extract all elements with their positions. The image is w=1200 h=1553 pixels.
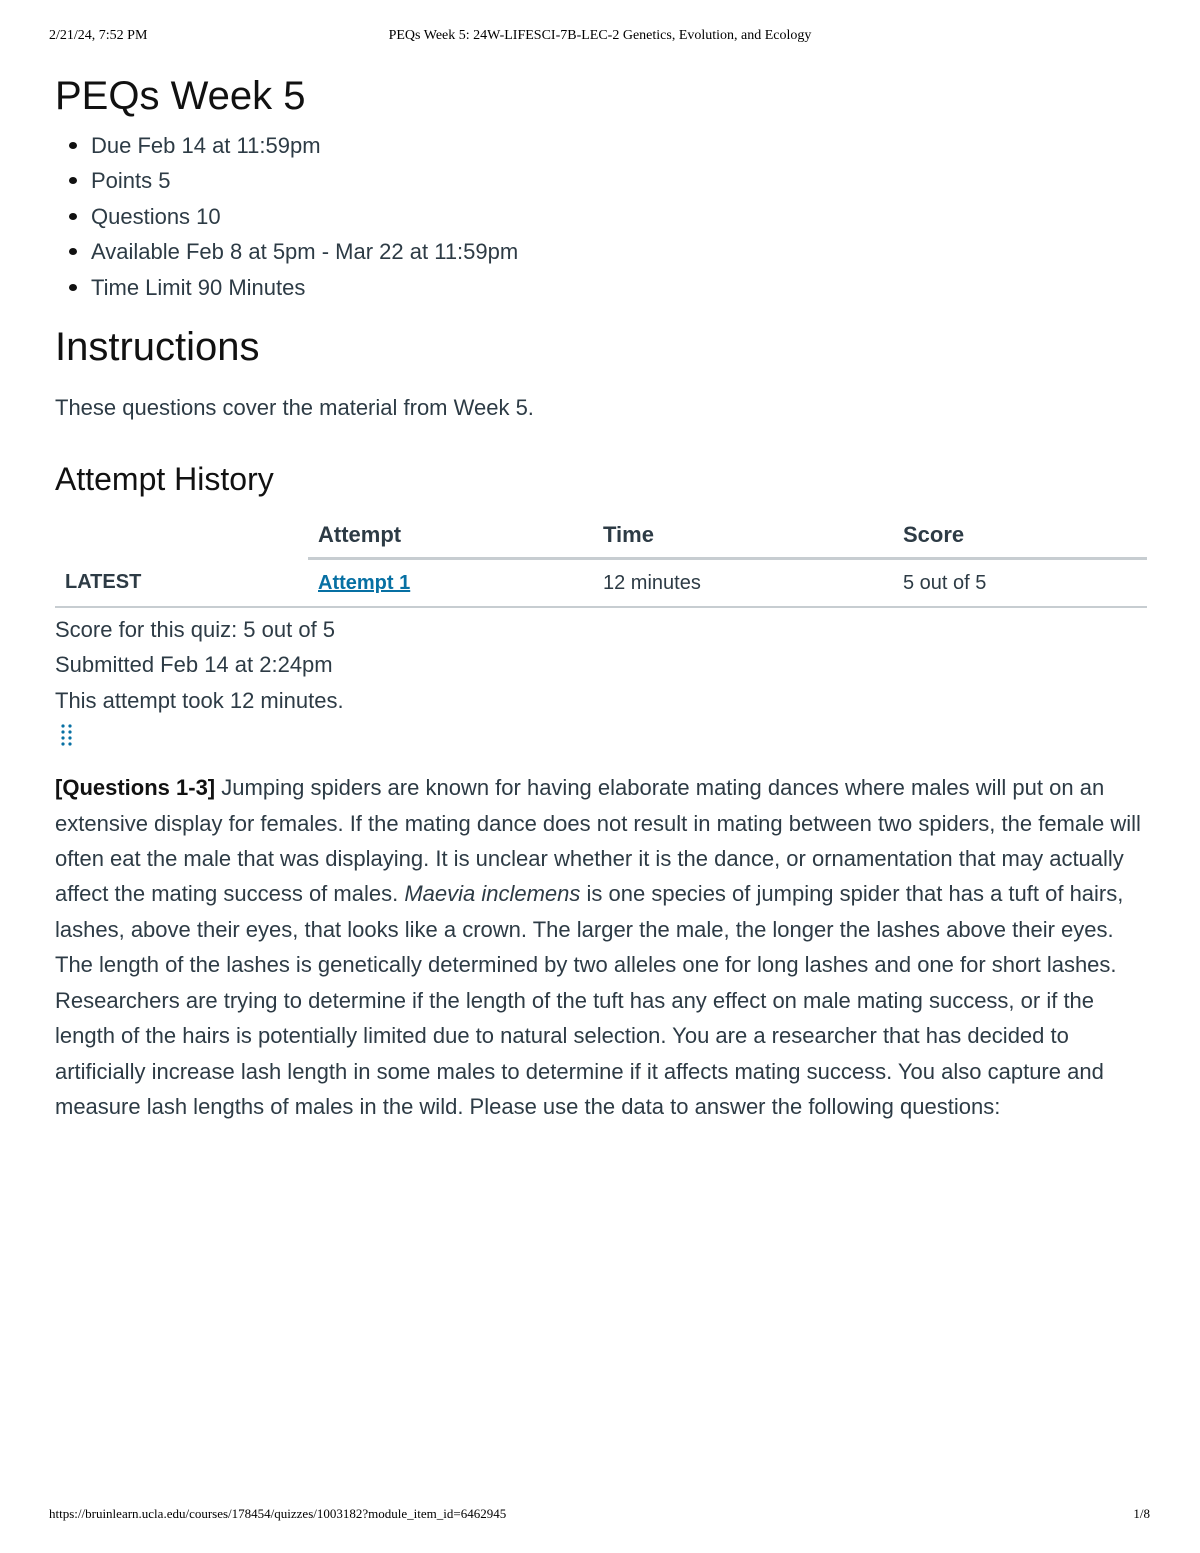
page-title: PEQs Week 5 <box>55 74 306 118</box>
time-limit: Time Limit 90 Minutes <box>91 270 1147 305</box>
question-text-part-2: is one species of jumping spider that has a tuft of hairs, lashes, above their eyes, that looks like a crown. The larger the male, the longer the lashes above their eyes. The length of the lashes is genetically determined by two alleles one for long lashes and one for short lashes. Researchers are trying to determine if the length of the tuft has any effect on male mating success, or if the length of the hairs is potentially limited due to natural selection. You are a researcher that has decided to artificially increase lash length in some males to determine if it affects mating success. You also capture and measure lash lengths of males in the wild. Please use the data to answer the following questions: <box>55 881 1124 1119</box>
points: Points 5 <box>91 163 1147 198</box>
question-range-label: [Questions 1-3] <box>55 775 216 801</box>
attempt-history-table <box>55 521 1147 608</box>
question-stem <box>55 770 1147 1124</box>
attempt-duration: This attempt took 12 minutes. <box>55 687 344 713</box>
header-score: Score <box>903 521 1147 559</box>
species-name: Maevia inclemens <box>404 881 581 907</box>
question-text-part-1: Jumping spiders are known for having elaborate mating dances where males will put on an extensive display for females. If the mating dance does not result in mating between two spiders, the female will often eat the male that was displaying. It is unclear whether it is the dance, or ornamentation that may actually affect the mating success of males. <box>55 775 1141 907</box>
page-number: 1/8 <box>1133 1506 1150 1521</box>
time-cell: 12 minutes <box>603 559 903 608</box>
availability: Available Feb 8 at 5pm - Mar 22 at 11:59pm <box>91 234 1147 269</box>
print-url: https://bruinlearn.ucla.edu/courses/178454/quizzes/1003182?module_item_id=6462945 <box>49 1506 507 1521</box>
instructions-heading: Instructions <box>55 325 260 370</box>
quiz-details-list <box>55 128 1147 305</box>
header-attempt: Attempt <box>308 521 603 559</box>
quiz-score: Score for this quiz: 5 out of 5 <box>55 617 336 643</box>
header-blank <box>55 521 308 559</box>
header-time: Time <box>603 521 903 559</box>
drag-handle-icon[interactable] <box>59 722 75 752</box>
attempt-history-heading: Attempt History <box>55 461 274 498</box>
attempt-cell <box>308 559 603 608</box>
latest-label: LATEST <box>55 559 308 608</box>
attempt-summary <box>55 612 1147 718</box>
table-header-row <box>55 521 1147 559</box>
score-cell: 5 out of 5 <box>903 559 1147 608</box>
quiz-content <box>55 72 1147 1124</box>
submitted-time: Submitted Feb 14 at 2:24pm <box>55 652 333 678</box>
print-datetime: 2/21/24, 7:52 PM <box>49 28 148 43</box>
print-doc-title: PEQs Week 5: 24W-LIFESCI-7B-LEC-2 Genetics, Evolution, and Ecology <box>388 28 812 43</box>
due-date: Due Feb 14 at 11:59pm <box>91 128 1147 163</box>
question-count: Questions 10 <box>91 199 1147 234</box>
table-row <box>55 559 1147 608</box>
attempt-1-link[interactable]: Attempt 1 <box>318 571 411 594</box>
instructions-text: These questions cover the material from Week 5. <box>55 395 534 421</box>
